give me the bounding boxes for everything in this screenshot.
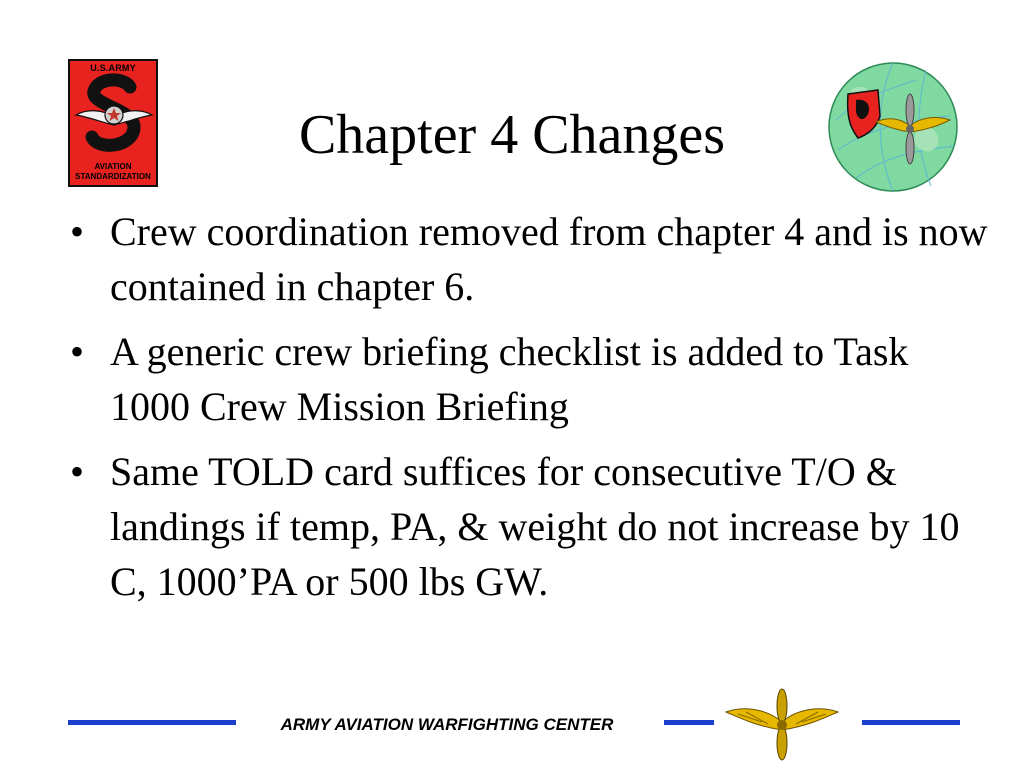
badge-bottom-line2: STANDARDIZATION (75, 172, 151, 181)
bullet-text: Crew coordination removed from chapter 4 and is now contained in chapter 6. (110, 209, 988, 309)
army-aviation-globe-emblem-icon (826, 60, 960, 194)
bullet-text: A generic crew briefing checklist is added to Task 1000 Crew Mission Briefing (110, 329, 909, 429)
footer-line-right (862, 720, 960, 725)
footer-line-mid (664, 720, 714, 725)
bullet-text: Same TOLD card suffices for consecutive T/O & landings if temp, PA, & weight do not increase by 10 C, 1000’PA or 500 lbs GW. (110, 449, 960, 604)
bullet-item (70, 324, 990, 434)
footer-line-left (68, 720, 236, 725)
aviation-branch-insignia-icon (722, 688, 842, 762)
bullet-dot: • (70, 209, 85, 254)
bullet-item (70, 444, 990, 609)
bullet-item (70, 204, 990, 314)
bullet-list (70, 204, 990, 619)
slide-title: Chapter 4 Changes (298, 104, 726, 166)
badge-bottom-line1: AVIATION (94, 162, 132, 171)
bullet-dot: • (70, 329, 85, 374)
bullet-dot: • (70, 449, 85, 494)
footer-text: ARMY AVIATION WARFIGHTING CENTER (280, 715, 614, 734)
badge-top-text: U.S.ARMY (90, 63, 136, 73)
